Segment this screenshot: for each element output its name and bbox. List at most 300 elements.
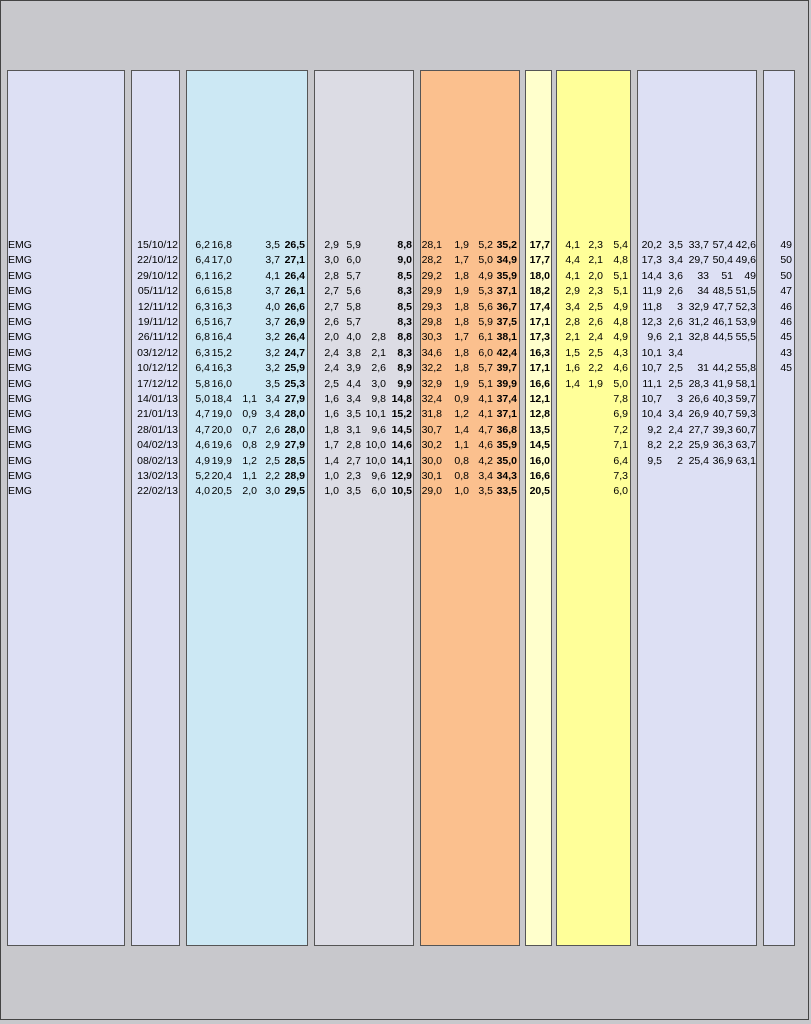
table-cell: 5,0 <box>613 377 628 390</box>
table-cell: 59,3 <box>735 408 756 421</box>
table-cell: 6,6 <box>195 285 210 298</box>
table-cell: 9,6 <box>371 470 386 482</box>
panel-istituto <box>7 70 125 946</box>
table-cell: 6,0 <box>478 346 493 359</box>
table-cell: 39,3 <box>712 423 733 436</box>
table-cell: 37,4 <box>496 393 517 405</box>
table-cell: 2,9 <box>265 439 280 452</box>
table-cell: 9,5 <box>647 454 662 467</box>
table-cell: 50 <box>780 254 792 267</box>
table-cell: 5,3 <box>478 285 493 298</box>
table-cell: 3,5 <box>265 377 280 390</box>
table-cell: 25,9 <box>284 362 305 375</box>
table-cell: 5,0 <box>478 254 493 267</box>
table-cell: 4,9 <box>613 331 628 344</box>
table-row <box>0 361 811 376</box>
table-cell: 4,9 <box>478 269 493 282</box>
table-cell: 12,9 <box>391 470 412 482</box>
table-cell: 30,0 <box>421 454 442 467</box>
table-cell: 1,8 <box>454 269 469 282</box>
table-cell: 17/12/12 <box>137 377 178 390</box>
table-cell: 6,5 <box>195 316 210 328</box>
table-cell: EMG <box>8 254 32 267</box>
table-cell: 2,6 <box>371 362 386 375</box>
table-cell: 44,2 <box>712 362 733 375</box>
table-cell: 25,9 <box>688 439 709 452</box>
table-cell: 30,7 <box>421 423 442 436</box>
table-cell: 3,0 <box>265 485 280 498</box>
table-cell: 26,4 <box>284 269 305 282</box>
table-cell: 6,8 <box>195 331 210 344</box>
table-cell: 26,9 <box>284 316 305 328</box>
table-cell: 3,4 <box>265 393 280 405</box>
table-cell: 3,2 <box>265 346 280 359</box>
table-cell: 25,3 <box>284 377 305 390</box>
table-cell: 15,2 <box>211 346 232 359</box>
table-cell: 20,0 <box>211 423 232 436</box>
table-cell: 2,0 <box>324 331 339 344</box>
table-cell: 21/01/13 <box>137 408 178 421</box>
table-cell: 1,9 <box>454 377 469 390</box>
table-cell: 34,3 <box>496 470 517 482</box>
table-cell: 3,0 <box>371 377 386 390</box>
table-cell: 9,0 <box>397 254 412 267</box>
table-cell: 3 <box>677 300 683 313</box>
table-cell: 0,7 <box>242 423 257 436</box>
table-cell: 2,0 <box>588 269 603 282</box>
table-cell: 2,5 <box>588 346 603 359</box>
table-cell: 26,4 <box>284 331 305 344</box>
table-cell: 5,9 <box>478 316 493 328</box>
table-row <box>0 377 811 392</box>
table-cell: 2,3 <box>588 239 603 251</box>
table-cell: 5,1 <box>613 285 628 298</box>
table-cell: 4,4 <box>565 254 580 267</box>
table-cell: 15/10/12 <box>137 239 178 251</box>
table-cell: 2 <box>677 454 683 467</box>
table-cell: 12,1 <box>529 393 550 405</box>
table-cell: 2,7 <box>346 454 361 467</box>
table-cell: 1,2 <box>242 454 257 467</box>
table-cell: 33,7 <box>688 239 709 251</box>
table-cell: 2,5 <box>324 377 339 390</box>
table-cell: 34,9 <box>496 254 517 267</box>
table-cell: 6,3 <box>195 300 210 313</box>
table-cell: 14,6 <box>391 439 412 452</box>
table-cell: 31,8 <box>421 408 442 421</box>
table-cell: 4,8 <box>613 254 628 267</box>
table-cell: 2,8 <box>346 439 361 452</box>
table-cell: 39,9 <box>496 377 517 390</box>
table-cell: 16,3 <box>529 346 550 359</box>
table-cell: 2,0 <box>242 485 257 498</box>
table-cell: 0,8 <box>454 470 469 482</box>
table-cell: 6,1 <box>478 331 493 344</box>
table-row <box>0 238 811 253</box>
table-cell: 3,0 <box>324 254 339 267</box>
table-cell: 4,7 <box>195 408 210 421</box>
table-cell: EMG <box>8 316 32 328</box>
table-cell: 1,0 <box>324 470 339 482</box>
table-cell: 10,1 <box>641 346 662 359</box>
table-cell: 1,4 <box>565 377 580 390</box>
table-row <box>0 407 811 422</box>
table-cell: 35,9 <box>496 269 517 282</box>
table-cell: 28,5 <box>284 454 305 467</box>
table-cell: 1,8 <box>454 346 469 359</box>
table-cell: 35,9 <box>496 439 517 452</box>
table-cell: 16,0 <box>211 377 232 390</box>
table-cell: EMG <box>8 269 32 282</box>
table-cell: 50,4 <box>712 254 733 267</box>
table-cell: 27,1 <box>284 254 305 267</box>
table-cell: 1,4 <box>324 454 339 467</box>
table-cell: 1,5 <box>565 346 580 359</box>
table-cell: 20,5 <box>529 485 550 498</box>
table-cell: 10,7 <box>641 362 662 375</box>
table-cell: 16,8 <box>211 239 232 251</box>
panel-affluenza <box>637 70 757 946</box>
table-cell: 3,8 <box>346 346 361 359</box>
table-cell: 5,7 <box>346 316 361 328</box>
table-cell: EMG <box>8 300 32 313</box>
table-cell: 2,2 <box>588 362 603 375</box>
table-cell: 16,3 <box>211 362 232 375</box>
table-cell: 9,6 <box>647 331 662 344</box>
panel-m5s <box>525 70 552 946</box>
table-cell: 29,0 <box>421 485 442 498</box>
panel-centrosinistra <box>420 70 520 946</box>
table-cell: 57,4 <box>712 239 733 251</box>
table-cell: 2,1 <box>371 346 386 359</box>
table-cell: 7,1 <box>613 439 628 452</box>
table-cell: 2,2 <box>668 439 683 452</box>
table-cell: 32,8 <box>688 331 709 344</box>
table-cell: 3,4 <box>668 346 683 359</box>
table-cell: 4,6 <box>613 362 628 375</box>
table-cell: 9,9 <box>397 377 412 390</box>
table-row <box>0 438 811 453</box>
table-cell: 36,3 <box>712 439 733 452</box>
table-cell: 6,4 <box>195 362 210 375</box>
table-cell: 3,7 <box>265 316 280 328</box>
table-cell: 3,5 <box>668 239 683 251</box>
table-cell: 2,9 <box>324 239 339 251</box>
table-cell: 29,7 <box>688 254 709 267</box>
table-cell: 32,9 <box>688 300 709 313</box>
table-cell: 2,6 <box>588 316 603 328</box>
table-cell: 3,1 <box>346 423 361 436</box>
table-cell: 30,2 <box>421 439 442 452</box>
table-cell: 6,2 <box>195 239 210 251</box>
table-cell: 17,7 <box>529 239 550 251</box>
table-cell: 27,9 <box>284 393 305 405</box>
table-cell: 1,1 <box>242 470 257 482</box>
table-cell: 9,2 <box>647 423 662 436</box>
table-cell: 16,6 <box>529 470 550 482</box>
table-cell: 1,6 <box>565 362 580 375</box>
table-cell: 2,5 <box>668 362 683 375</box>
table-cell: 1,6 <box>324 408 339 421</box>
table-cell: 10,0 <box>365 439 386 452</box>
table-cell: 5,4 <box>613 239 628 251</box>
table-cell: 5,8 <box>195 377 210 390</box>
table-cell: EMG <box>8 285 32 298</box>
table-cell: 1,8 <box>324 423 339 436</box>
table-cell: 12,8 <box>529 408 550 421</box>
table-cell: 45 <box>780 331 792 344</box>
table-cell: 9,8 <box>371 393 386 405</box>
table-cell: 1,8 <box>454 300 469 313</box>
table-cell: 35,2 <box>496 239 517 251</box>
table-cell: 1,1 <box>242 393 257 405</box>
table-cell: 2,6 <box>324 316 339 328</box>
table-cell: 1,0 <box>454 485 469 498</box>
table-cell: 3,5 <box>265 239 280 251</box>
panel-fiducia <box>763 70 795 946</box>
table-row <box>0 346 811 361</box>
table-cell: 03/12/12 <box>137 346 178 359</box>
table-cell: EMG <box>8 408 32 421</box>
table-cell: 24,7 <box>284 346 305 359</box>
table-cell: 63,1 <box>735 454 756 467</box>
table-cell: 10,5 <box>391 485 412 498</box>
table-cell: 1,8 <box>454 316 469 328</box>
table-cell: 12/11/12 <box>137 300 178 313</box>
table-cell: 5,6 <box>478 300 493 313</box>
table-cell: 05/11/12 <box>137 285 178 298</box>
table-cell: 30,3 <box>421 331 442 344</box>
table-cell: 2,6 <box>265 423 280 436</box>
table-cell: 2,1 <box>565 331 580 344</box>
table-cell: 16,6 <box>529 377 550 390</box>
table-cell: 1,7 <box>324 439 339 452</box>
table-cell: 3,9 <box>346 362 361 375</box>
table-cell: 4,1 <box>478 393 493 405</box>
table-cell: 37,1 <box>496 408 517 421</box>
table-cell: 8,8 <box>397 331 412 344</box>
table-cell: EMG <box>8 362 32 375</box>
table-cell: 10,0 <box>365 454 386 467</box>
table-cell: 32,4 <box>421 393 442 405</box>
table-cell: EMG <box>8 331 32 344</box>
table-cell: 41,9 <box>712 377 733 390</box>
table-cell: 1,1 <box>454 439 469 452</box>
table-cell: 26,1 <box>284 285 305 298</box>
table-cell: 4,0 <box>195 485 210 498</box>
table-cell: 0,9 <box>242 408 257 421</box>
table-cell: 2,6 <box>668 316 683 328</box>
table-cell: 18,0 <box>529 269 550 282</box>
table-row <box>0 269 811 284</box>
table-cell: 4,0 <box>346 331 361 344</box>
table-cell: 2,4 <box>324 362 339 375</box>
table-cell: 20,2 <box>641 239 662 251</box>
table-cell: 28,3 <box>688 377 709 390</box>
table-cell: 39,7 <box>496 362 517 375</box>
table-cell: 3,2 <box>265 331 280 344</box>
table-cell: 1,6 <box>324 393 339 405</box>
table-cell: 17,1 <box>529 316 550 328</box>
table-cell: 7,8 <box>613 393 628 405</box>
table-row <box>0 469 811 484</box>
table-cell: 43 <box>780 346 792 359</box>
table-cell: 9,6 <box>371 423 386 436</box>
table-cell: 26,6 <box>688 393 709 405</box>
table-cell: 27,9 <box>284 439 305 452</box>
table-cell: 4,1 <box>265 269 280 282</box>
table-cell: 49 <box>780 239 792 251</box>
table-cell: 28/01/13 <box>137 423 178 436</box>
table-cell: 2,2 <box>265 470 280 482</box>
table-cell: 4,7 <box>195 423 210 436</box>
table-cell: 4,3 <box>613 346 628 359</box>
table-cell: 2,3 <box>346 470 361 482</box>
table-cell: 26,5 <box>284 239 305 251</box>
table-cell: 4,9 <box>613 300 628 313</box>
table-cell: 14,8 <box>391 393 412 405</box>
table-cell: 11,8 <box>642 300 662 313</box>
table-cell: 3,4 <box>668 254 683 267</box>
table-cell: 7,2 <box>613 423 628 436</box>
table-cell: 22/02/13 <box>137 485 178 498</box>
table-cell: 3,4 <box>565 300 580 313</box>
table-cell: 63,7 <box>735 439 756 452</box>
table-cell: 33,5 <box>496 485 517 498</box>
table-cell: 2,8 <box>324 269 339 282</box>
table-cell: 2,7 <box>324 300 339 313</box>
table-cell: 3,2 <box>265 362 280 375</box>
table-cell: 17,3 <box>641 254 662 267</box>
table-cell: 47 <box>780 285 792 298</box>
table-cell: 4,9 <box>195 454 210 467</box>
table-cell: 2,1 <box>668 331 683 344</box>
table-cell: 3,4 <box>668 408 683 421</box>
table-cell: 0,8 <box>454 454 469 467</box>
table-cell: EMG <box>8 377 32 390</box>
table-cell: EMG <box>8 454 32 467</box>
table-cell: 2,5 <box>668 377 683 390</box>
table-cell: 6,3 <box>195 346 210 359</box>
table-cell: 49 <box>744 269 756 282</box>
table-cell: 17,3 <box>529 331 550 344</box>
table-cell: 17,7 <box>529 254 550 267</box>
table-cell: 3,5 <box>478 485 493 498</box>
table-cell: 4,1 <box>565 269 580 282</box>
table-cell: 3,7 <box>265 254 280 267</box>
table-cell: 2,8 <box>565 316 580 328</box>
table-cell: EMG <box>8 239 32 251</box>
table-cell: 16,2 <box>211 269 232 282</box>
table-cell: 1,9 <box>588 377 603 390</box>
table-cell: 2,9 <box>565 285 580 298</box>
table-cell: 3,6 <box>668 269 683 282</box>
table-cell: 5,0 <box>195 393 210 405</box>
table-cell: 8,2 <box>647 439 662 452</box>
table-cell: 12,3 <box>641 316 662 328</box>
table-cell: 8,3 <box>397 346 412 359</box>
table-cell: 10,1 <box>365 408 386 421</box>
table-cell: 14,5 <box>529 439 550 452</box>
table-cell: 59,7 <box>735 393 756 405</box>
table-row <box>0 392 811 407</box>
table-cell: 2,4 <box>588 331 603 344</box>
table-cell: 18,4 <box>211 393 232 405</box>
table-cell: 10,7 <box>641 393 662 405</box>
table-cell: 14,1 <box>391 454 412 467</box>
table-cell: 08/02/13 <box>137 454 178 467</box>
table-cell: 6,4 <box>613 454 628 467</box>
table-cell: 35,0 <box>496 454 517 467</box>
table-cell: 8,8 <box>397 239 412 251</box>
table-cell: 5,6 <box>346 285 361 298</box>
panel-misc <box>556 70 631 946</box>
table-cell: EMG <box>8 346 32 359</box>
table-cell: 6,4 <box>195 254 210 267</box>
table-cell: 20,5 <box>211 485 232 498</box>
table-cell: 50 <box>780 269 792 282</box>
table-cell: 1,2 <box>454 408 469 421</box>
table-cell: 34 <box>697 285 709 298</box>
table-cell: 25,4 <box>688 454 709 467</box>
table-cell: 19,0 <box>211 408 232 421</box>
table-cell: 19/11/12 <box>137 316 178 328</box>
table-cell: 42,4 <box>496 346 517 359</box>
table-cell: 16,3 <box>211 300 232 313</box>
table-cell: EMG <box>8 470 32 482</box>
table-cell: 1,8 <box>454 362 469 375</box>
table-cell: 3,4 <box>478 470 493 482</box>
table-cell: 14,5 <box>391 423 412 436</box>
table-cell: 55,8 <box>735 362 756 375</box>
table-cell: 28,0 <box>284 423 305 436</box>
table-cell: 1,7 <box>454 331 469 344</box>
table-cell: 20,4 <box>211 470 232 482</box>
table-cell: 2,5 <box>588 300 603 313</box>
table-cell: 55,5 <box>735 331 756 344</box>
table-cell: 18,2 <box>529 285 550 298</box>
table-cell: 0,9 <box>454 393 469 405</box>
table-cell: 16,4 <box>211 331 232 344</box>
table-cell: 47,7 <box>712 300 733 313</box>
table-row <box>0 315 811 330</box>
panel-centrodestra <box>186 70 308 946</box>
table-cell: 28,2 <box>421 254 442 267</box>
table-cell: 29,2 <box>421 269 442 282</box>
table-cell: 31 <box>697 362 709 375</box>
table-cell: 11,9 <box>642 285 662 298</box>
table-cell: 42,6 <box>735 239 756 251</box>
table-cell: 30,1 <box>421 470 442 482</box>
table-cell: 3,7 <box>265 285 280 298</box>
table-cell: 3,5 <box>346 485 361 498</box>
table-cell: 34,6 <box>421 346 442 359</box>
table-cell: 48,5 <box>712 285 733 298</box>
table-cell: 51,5 <box>735 285 756 298</box>
table-row <box>0 484 811 499</box>
table-cell: 26,9 <box>688 408 709 421</box>
table-cell: 7,3 <box>613 470 628 482</box>
table-cell: 4,6 <box>478 439 493 452</box>
table-cell: 29,8 <box>421 316 442 328</box>
table-cell: 51 <box>721 269 733 282</box>
table-cell: 0,8 <box>242 439 257 452</box>
table-cell: 37,5 <box>496 316 517 328</box>
table-cell: 19,9 <box>211 454 232 467</box>
table-cell: 60,7 <box>735 423 756 436</box>
table-row <box>0 300 811 315</box>
table-cell: 29,3 <box>421 300 442 313</box>
